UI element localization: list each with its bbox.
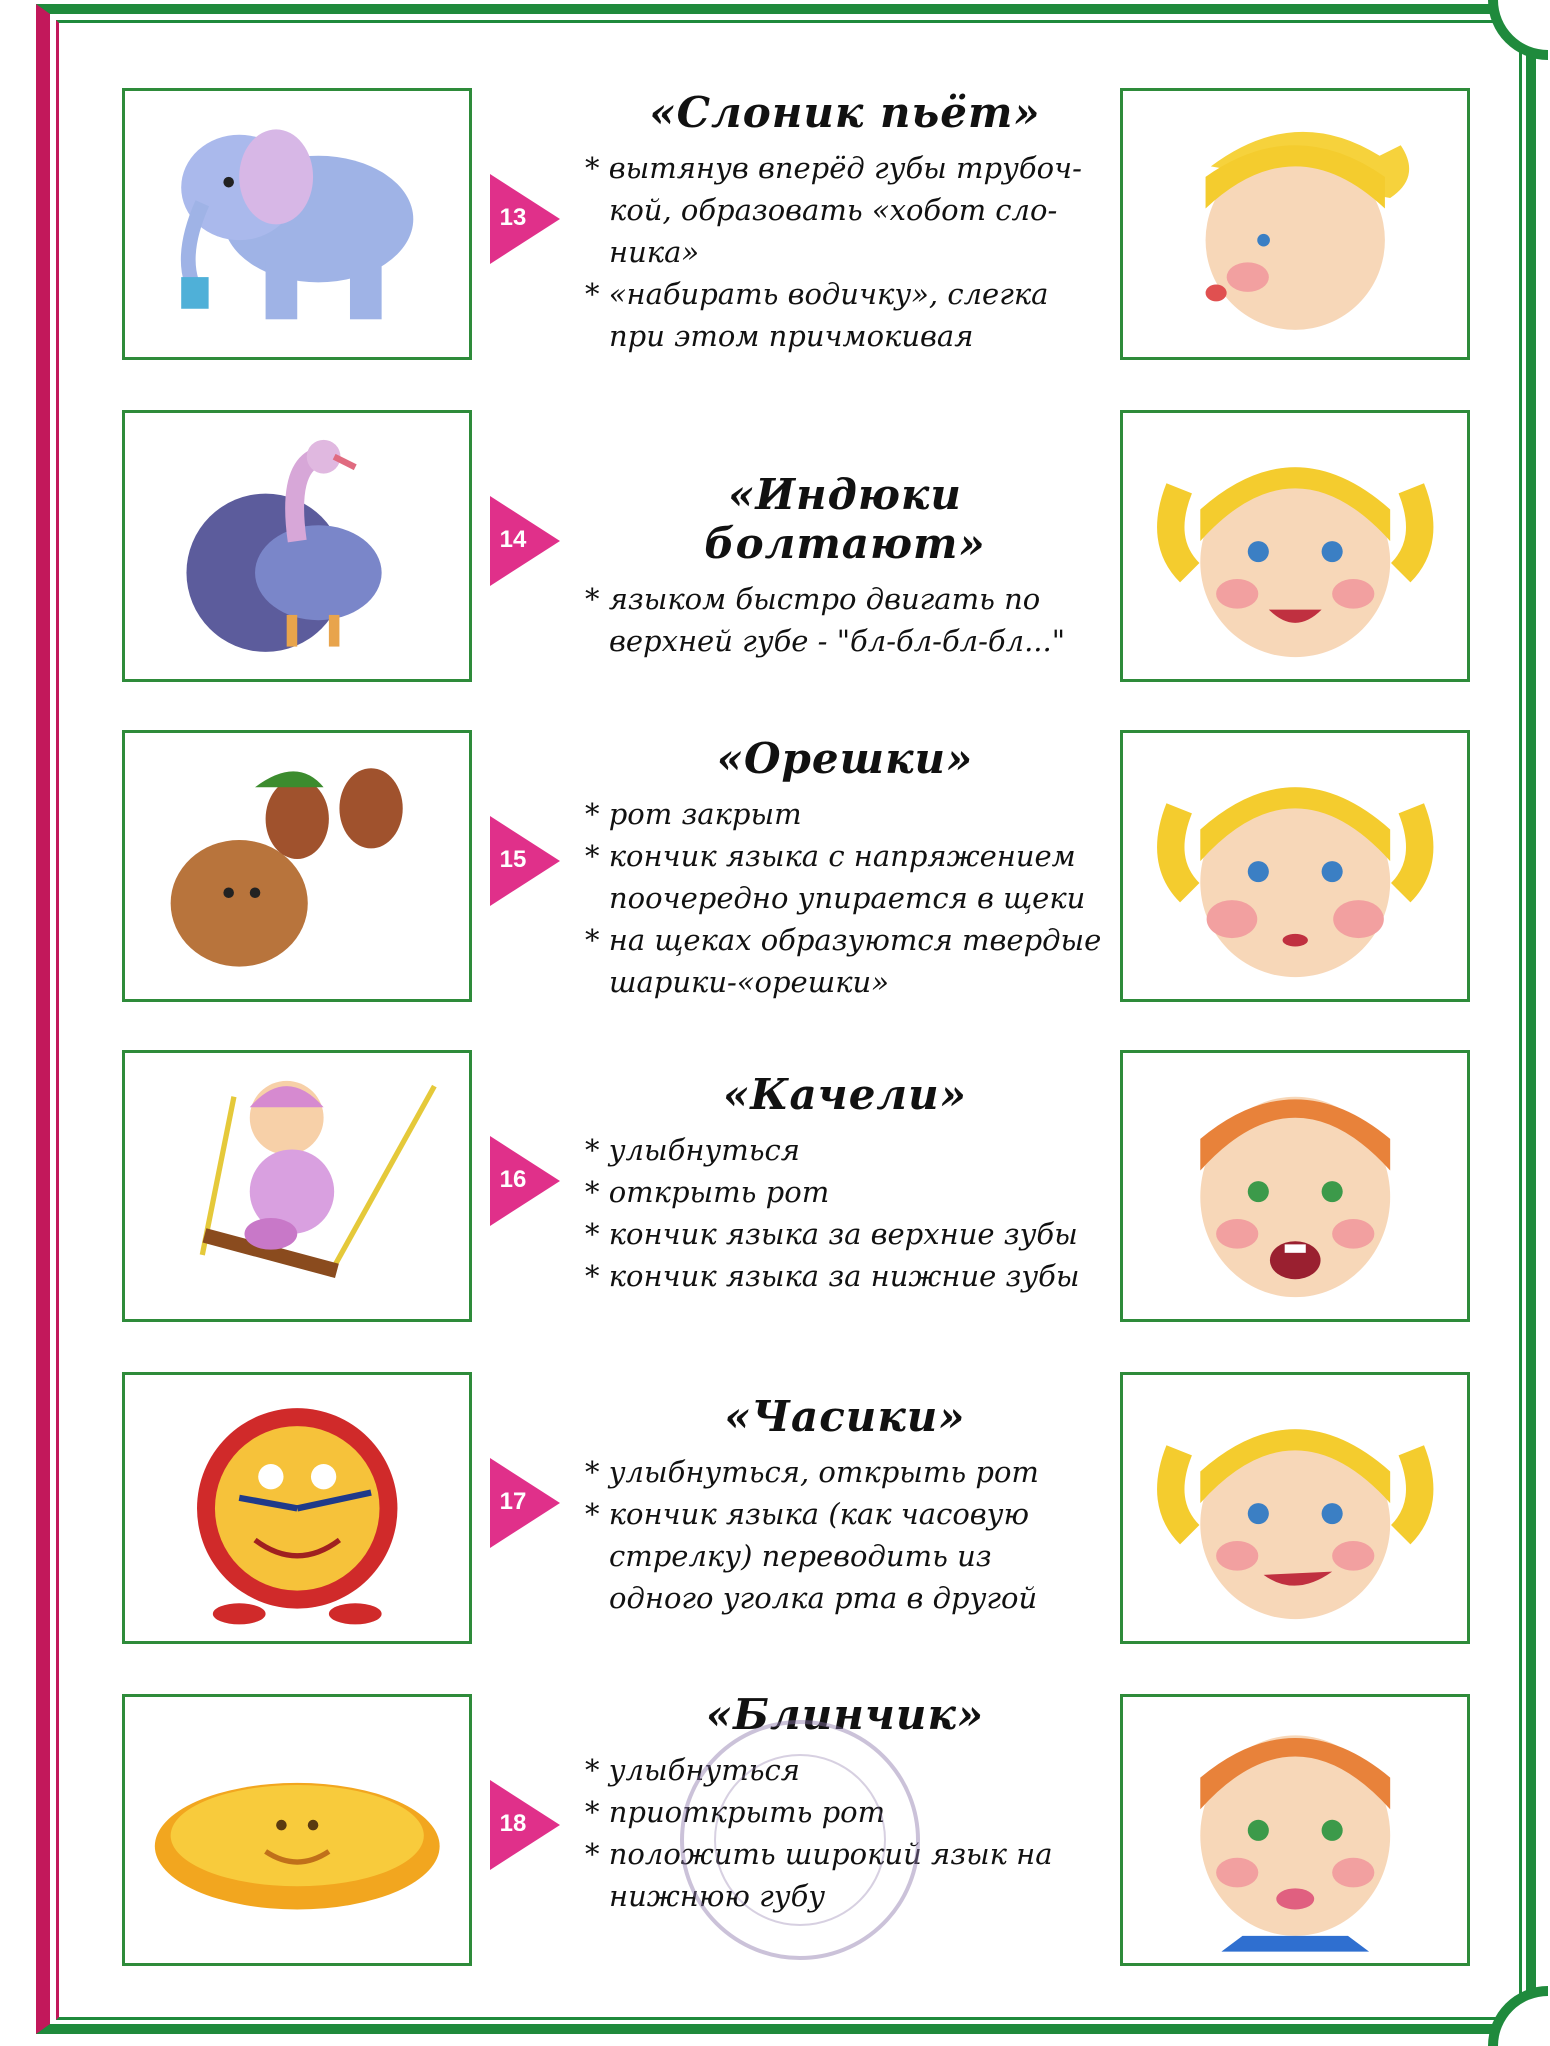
exercise-title: «Орешки»	[716, 734, 974, 783]
boy-face-icon	[1120, 1050, 1470, 1322]
exercise-number-marker	[490, 1136, 560, 1226]
bullet-item: * улыбнуться, открыть рот	[585, 1451, 1105, 1493]
exercise-row-13	[0, 88, 1550, 378]
exercise-text	[585, 1070, 1105, 1297]
bullet-item: * кончик языка (как часовую стрелку) переводить из одного уголка рта в другой	[585, 1493, 1105, 1619]
exercise-title: «Часики»	[724, 1392, 966, 1441]
official-seal-stamp	[680, 1720, 920, 1960]
girl-face-icon	[1120, 1372, 1470, 1644]
nuts-icon	[122, 730, 472, 1002]
alarm-clock-icon	[122, 1372, 472, 1644]
exercise-number-marker	[490, 1780, 560, 1870]
pancake-icon	[122, 1694, 472, 1966]
bullet-item: * вытянув вперёд губы трубоч-кой, образовать «хобот сло-ника»	[585, 147, 1105, 273]
bullet-item: * улыбнуться	[585, 1129, 1105, 1171]
exercise-bullets	[585, 147, 1105, 357]
bullet-item: * на щеках образуются твердые шарики-«орешки»	[585, 919, 1105, 1003]
exercise-number: 16	[499, 1166, 527, 1193]
exercise-number-marker	[490, 174, 560, 264]
exercise-row-15	[0, 730, 1550, 1020]
bullet-item: * положить широкий язык на нижнюю губу	[585, 1833, 1105, 1917]
exercise-bullets	[585, 578, 1105, 662]
exercise-text	[585, 88, 1105, 357]
exercise-title: «Блинчик»	[705, 1690, 985, 1739]
bullet-item: * кончик языка за верхние зубы	[585, 1213, 1105, 1255]
exercise-row-14	[0, 410, 1550, 700]
exercise-bullets	[585, 1129, 1105, 1297]
exercise-title: «Индюки болтают»	[704, 470, 986, 568]
exercise-number: 17	[499, 1488, 527, 1515]
bullet-item: * кончик языка за нижние зубы	[585, 1255, 1105, 1297]
bullet-item: * приоткрыть рот	[585, 1791, 1105, 1833]
bullet-item: * открыть рот	[585, 1171, 1105, 1213]
bullet-item: * «набирать водичку», слегка при этом причмокивая	[585, 273, 1105, 357]
girl-profile-icon	[1120, 88, 1470, 360]
bullet-item: * языком быстро двигать по верхней губе - "бл-бл-бл-бл..."	[585, 578, 1105, 662]
girl-face-icon	[1120, 410, 1470, 682]
exercise-title: «Качели»	[723, 1070, 967, 1119]
exercise-number: 18	[499, 1810, 527, 1837]
exercise-row-16	[0, 1050, 1550, 1340]
exercise-row-17	[0, 1372, 1550, 1662]
exercise-number: 15	[499, 846, 527, 873]
bullet-item: * рот закрыт	[585, 793, 1105, 835]
bullet-item: * улыбнуться	[585, 1749, 1105, 1791]
bullet-item: * кончик языка с напряжением поочередно упирается в щеки	[585, 835, 1105, 919]
exercise-bullets	[585, 793, 1105, 1003]
exercise-title: «Слоник пьёт»	[649, 88, 1041, 137]
exercise-number-marker	[490, 496, 560, 586]
exercise-text	[585, 1392, 1105, 1619]
child-on-swing-icon	[122, 1050, 472, 1322]
exercise-number-marker	[490, 1458, 560, 1548]
exercise-bullets	[585, 1451, 1105, 1619]
exercise-text	[585, 470, 1105, 662]
exercise-number: 13	[499, 204, 527, 231]
exercise-number-marker	[490, 816, 560, 906]
elephant-drinking-icon	[122, 88, 472, 360]
exercise-text	[585, 734, 1105, 1003]
turkey-icon	[122, 410, 472, 682]
boy-face-icon	[1120, 1694, 1470, 1966]
girl-face-icon	[1120, 730, 1470, 1002]
exercise-number: 14	[499, 526, 527, 553]
